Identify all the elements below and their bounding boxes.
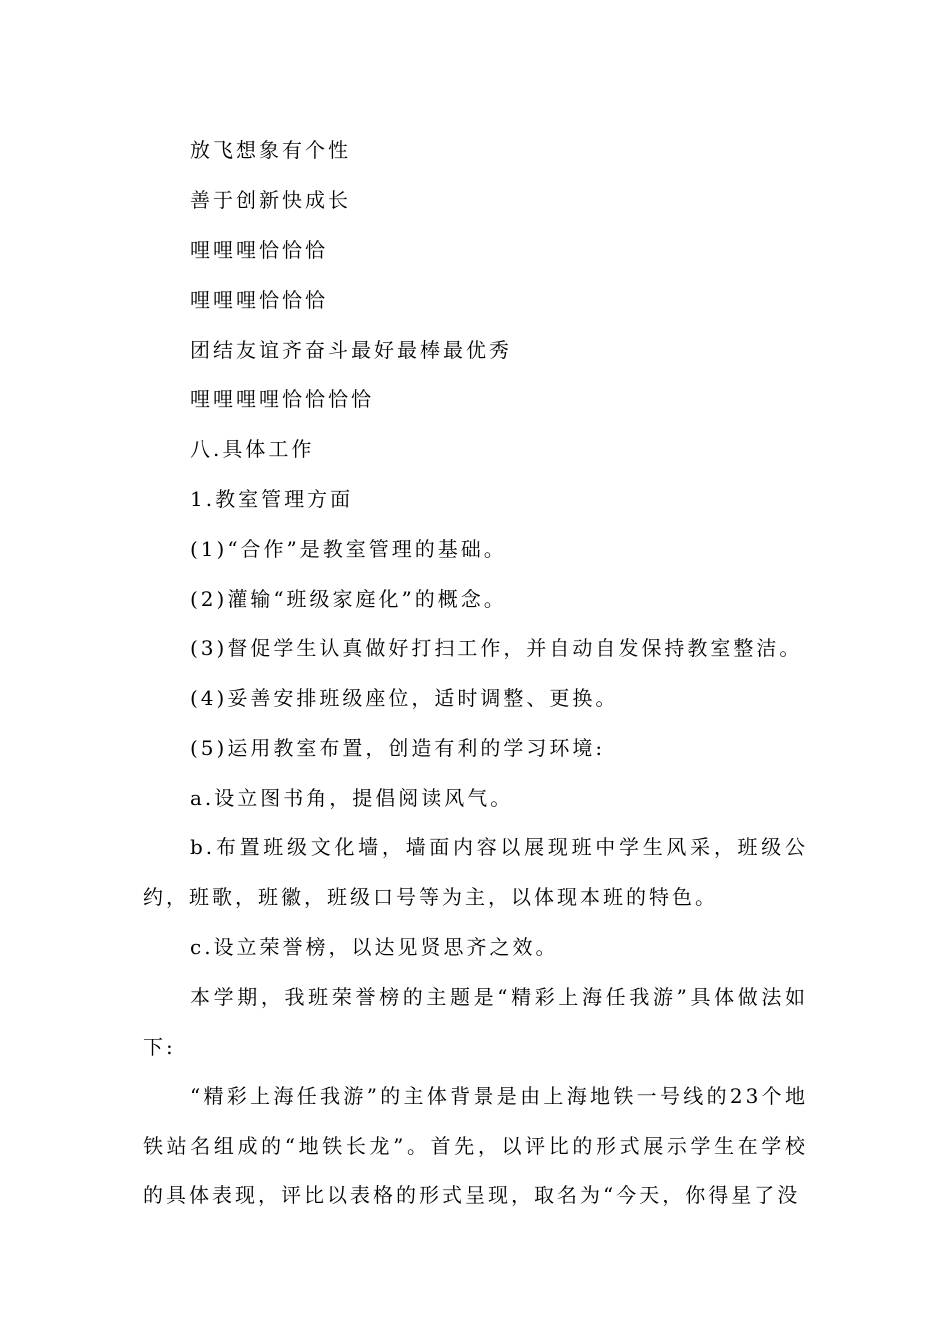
text-line: 哩哩哩哩恰恰恰恰 [190, 387, 374, 411]
list-item: a.设立图书角，提倡阅读风气。 [190, 786, 514, 810]
text-line: 善于创新快成长 [190, 188, 351, 212]
paragraph-theme: “精彩上海任我游”的主体背景是由上海地铁一号线的23个地铁站名组成的“地铁长龙”。首先，以评比的形式展示学生在学校的具体表现，评比以表格的形式呈现，取名为“今天，你得星了没 [143, 1084, 808, 1207]
paragraph-honor-board: 本学期，我班荣誉榜的主题是“精彩上海任我游”具体做法如下: [143, 985, 808, 1059]
list-item: (1)“合作”是教室管理的基础。 [190, 537, 507, 561]
list-item: (4)妥善安排班级座位，适时调整、更换。 [190, 686, 619, 710]
text-line: 团结友谊齐奋斗最好最棒最优秀 [190, 338, 512, 362]
list-item: (3)督促学生认真做好打扫工作，并自动自发保持教室整洁。 [190, 636, 803, 660]
text-line: 哩哩哩恰恰恰 [190, 238, 328, 262]
list-item: (5)运用教室布置，创造有利的学习环境: [190, 736, 606, 760]
list-item: c.设立荣誉榜，以达见贤思齐之效。 [190, 935, 559, 959]
text-line: 放飞想象有个性 [190, 138, 351, 162]
subsection-heading: 1.教室管理方面 [190, 487, 354, 511]
paragraph-culture-wall: b.布置班级文化墙，墙面内容以展现班中学生风采，班级公约，班歌，班徽，班级口号等为主，以体现本班的特色。 [143, 835, 808, 909]
list-item: (2)灌输“班级家庭化”的概念。 [190, 587, 507, 611]
section-heading: 八.具体工作 [190, 437, 315, 461]
text-line: 哩哩哩恰恰恰 [190, 288, 328, 312]
